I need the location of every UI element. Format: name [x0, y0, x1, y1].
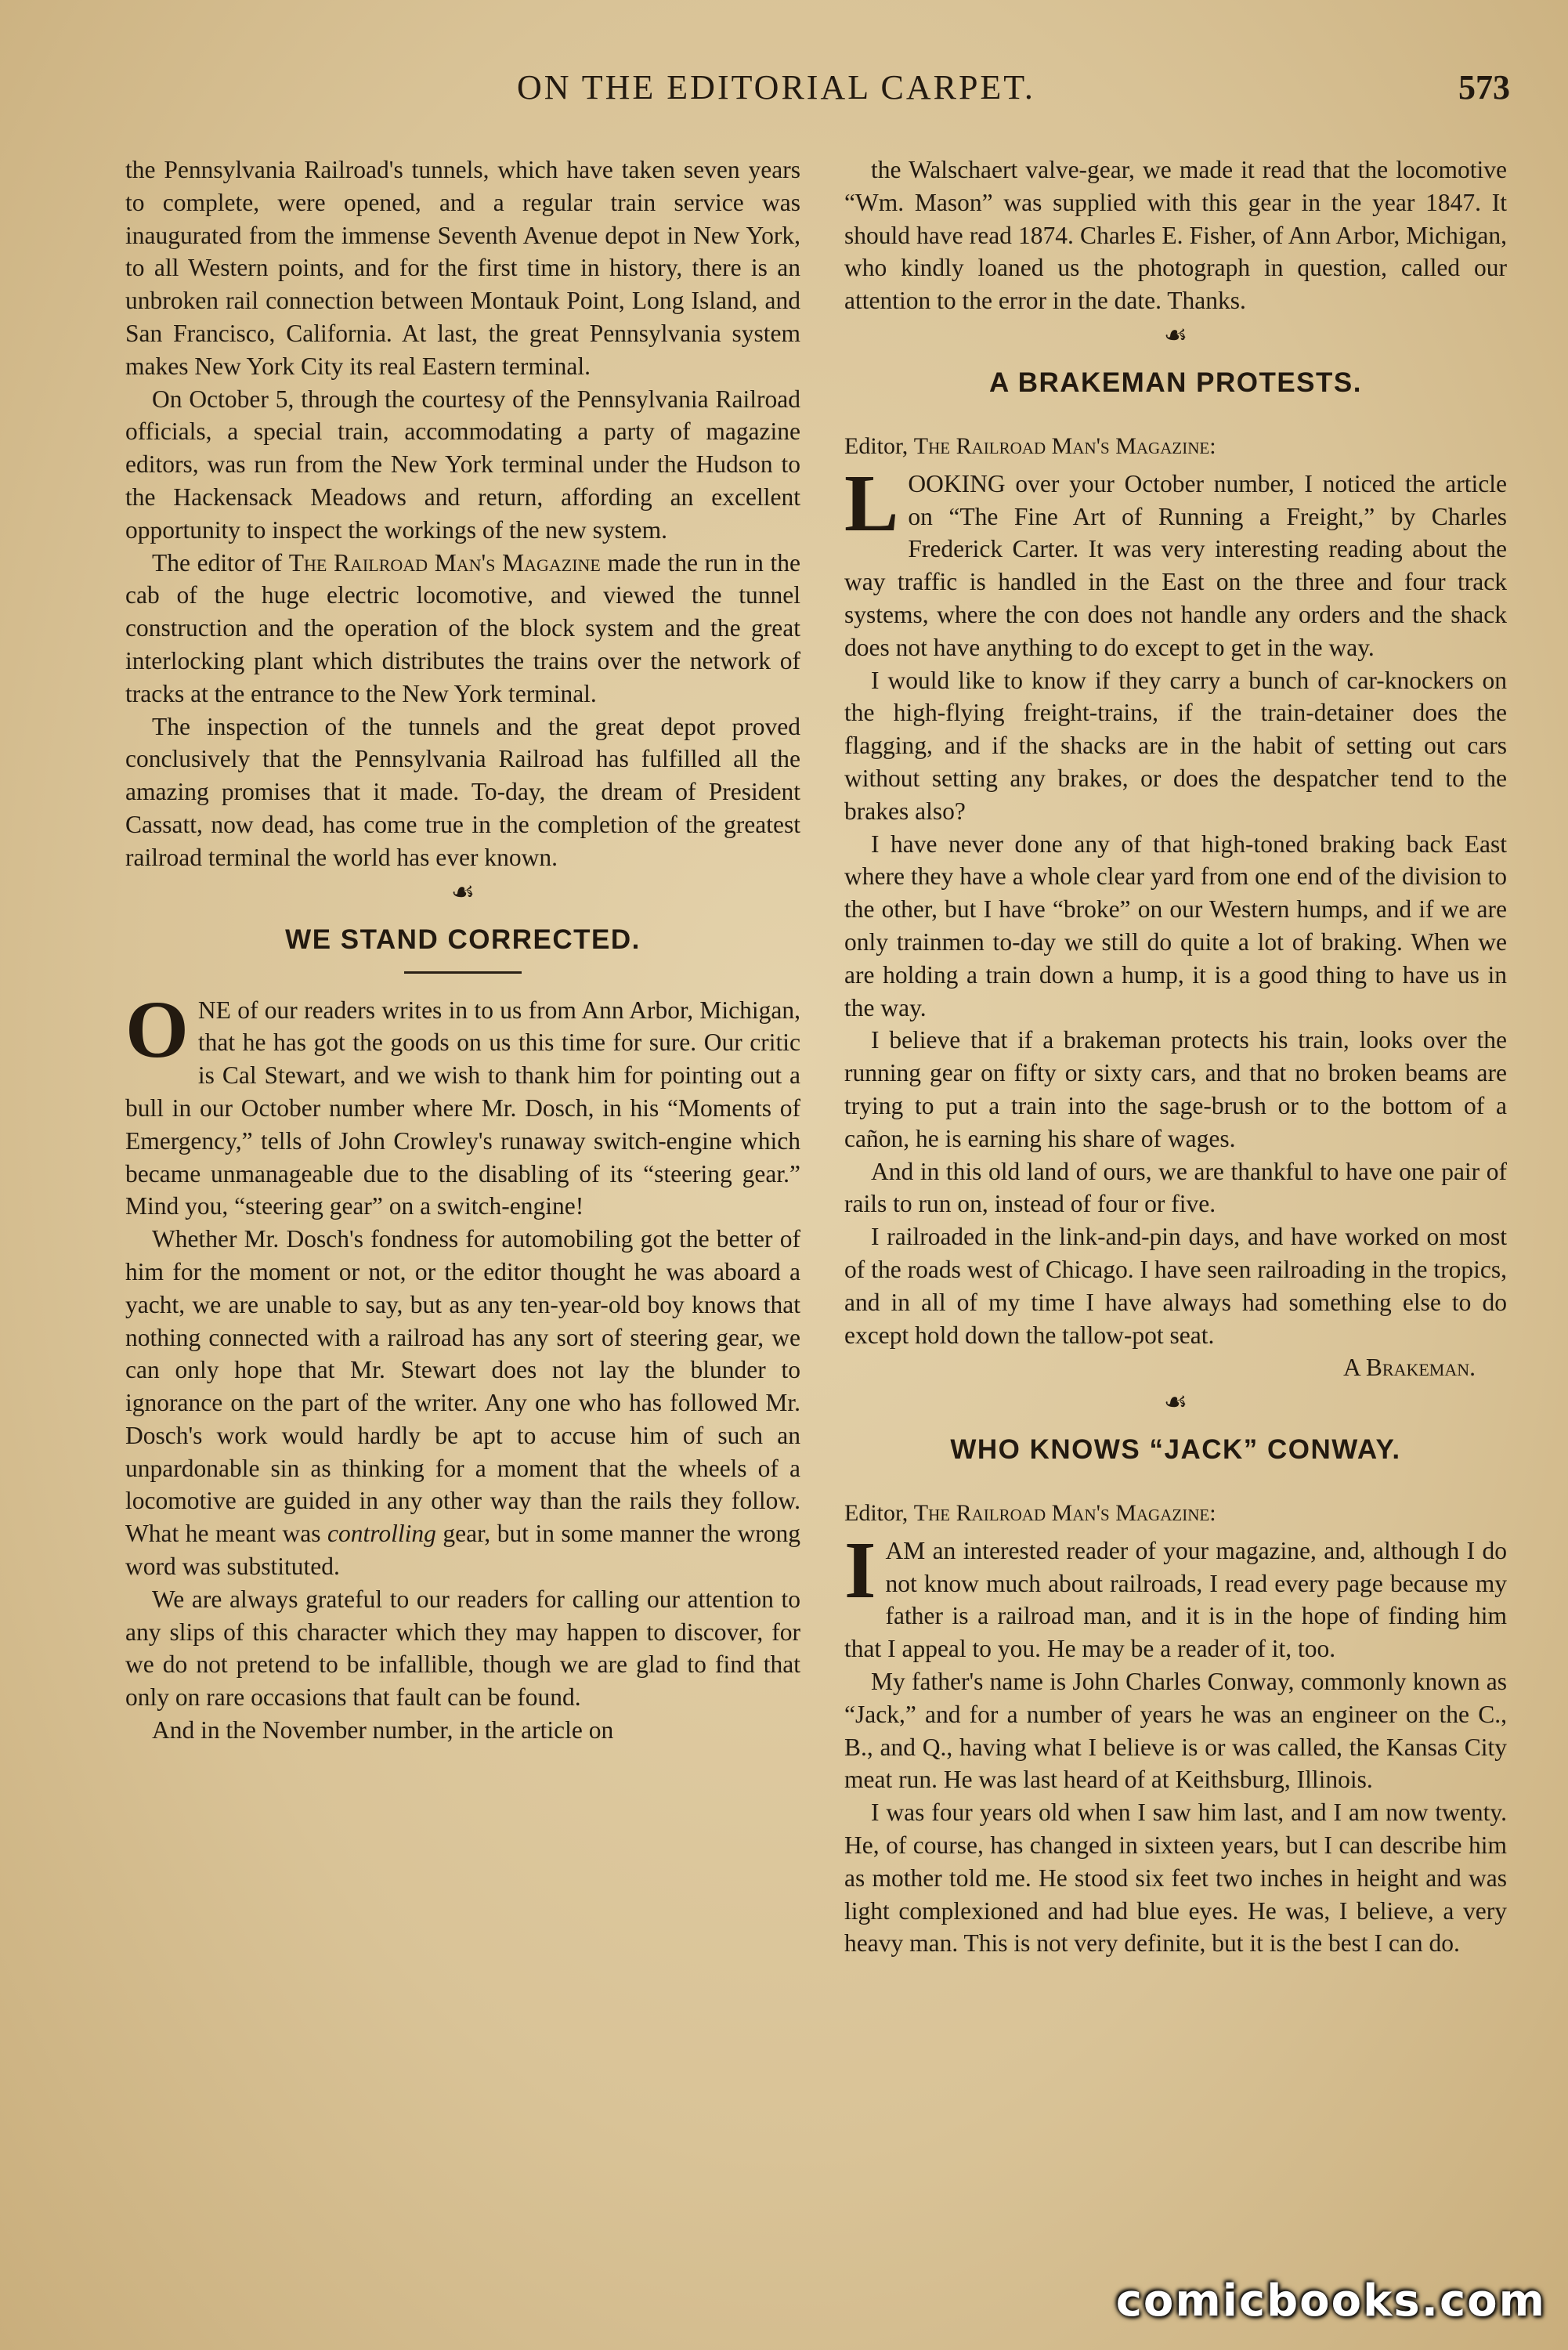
drop-cap: I: [844, 1524, 876, 1615]
left-column: [125, 154, 800, 1747]
paragraph: I would like to know if they carry a bunch of car-knockers on the high-flying freight-trains, if the train-detainer does the flagging, and if the shacks are in the habit of setting out cars without setting any brakes, or does the despatcher tend to the brakes also?: [844, 666, 1507, 825]
paragraph: IAM an interested reader of your magazine, and, although I do not know much about railroads, I read every page because my father is a railroad man, and it is in the hope of finding him that I appeal to you. He may be a reader of it, too.: [844, 1524, 1507, 1663]
drop-cap: O: [125, 984, 189, 1075]
paragraph: I was four years old when I saw him last, and I am now twenty. He, of course, has changed in sixteen years, but I can describe him as mother told me. He stood six feet two inches in height and was light complexioned and had blue eyes. He was, I believe, a very heavy man. This is not very definite, but it is the best I can do.: [844, 1799, 1507, 1958]
paragraph: On October 5, through the courtesy of the Pennsylvania Railroad officials, a special train, accommodating a party of magazine editors, was run from the New York terminal under the Hudson to the Hackensack Meadows and return, affording an excellent opportunity to inspect the workings of the new system.: [125, 385, 800, 544]
section-ornament-icon: ☙: [450, 877, 475, 907]
paragraph: And in this old land of ours, we are thankful to have one pair of rails to run on, instead of four or five.: [844, 1157, 1507, 1218]
italic-word: controlling: [327, 1520, 436, 1548]
page-number: 573: [1458, 68, 1510, 107]
running-head: ON THE EDITORIAL CARPET.: [517, 68, 1035, 107]
right-column: [844, 154, 1507, 1960]
paragraph: the Walschaert valve-gear, we made it read that the locomotive “Wm. Mason” was supplied with this gear in the year 1847. It should have read 1874. Charles E. Fisher, of Ann Arbor, Michigan, who kindly loaned us the photograph in question, called our attention to the error in the date. Thanks.: [844, 156, 1507, 315]
paragraph: I believe that if a brakeman protects his train, looks over the running gear on fifty or sixty cars, and that no broken beams are trying to put a train into the sage-brush or to the bottom of a cañon, he is earning his share of wages.: [844, 1026, 1507, 1152]
paragraph: The editor of The Railroad Man's Magazine made the run in the cab of the huge electric locomotive, and viewed the tunnel construction and the operation of the block system and the great interlocking plant which distributes the trains over the network of tracks at the entrance to the New York terminal.: [125, 548, 801, 707]
paragraph: I railroaded in the link-and-pin days, and have worked on most of the roads west of Chicago. I have seen railroading in the tropics, and in all of my time I have always had something else to do except hold down the tallow-pot seat.: [844, 1223, 1507, 1349]
section-ornament-icon: ☙: [1163, 1388, 1188, 1418]
paragraph: the Pennsylvania Railroad's tunnels, which have taken seven years to complete, were opened, and a regular train service was inaugurated from the immense Seventh Avenue depot in New York, to all Western points, and for the first time in history, there is an unbroken rail connection between Montauk Point, Long Island, and San Francisco, California. At last, the great Pennsylvania system makes New York City its real Eastern terminal.: [125, 156, 800, 380]
paragraph: I have never done any of that high-toned braking back East where they have a whole clear yard from one end of the division to the other, but I have “broke” on our Western humps, and if we are only trainmen to-day we still do quite a lot of braking. When we are holding a train down a hump, it is a good thing to have us in the way.: [844, 830, 1507, 1021]
paragraph: And in the November number, in the article on: [152, 1716, 614, 1744]
section-heading-brakeman-protests: A BRAKEMAN PROTESTS.: [989, 367, 1362, 398]
heading-rule: [404, 971, 522, 974]
section-heading-who-knows-jack-conway: WHO KNOWS “JACK” CONWAY.: [950, 1434, 1401, 1466]
paragraph: My father's name is John Charles Conway, commonly known as “Jack,” and for a number of years he was an engineer on the C., B., and Q., having what I believe is or was called, the Kansas City meat run. He was last heard of at Keithsburg, Illinois.: [844, 1668, 1507, 1794]
paragraph: The inspection of the tunnels and the great depot proved conclusively that the Pennsylvania Railroad has fulfilled all the amazing promises that it made. To-day, the dream of President Cassatt, now dead, has come true in the completion of the greatest railroad terminal the world has ever known.: [125, 712, 800, 871]
section-ornament-icon: ☙: [1163, 320, 1188, 350]
letter-address: Editor, The Railroad Man's Magazine:: [844, 432, 1216, 459]
section-heading-we-stand-corrected: WE STAND CORRECTED.: [285, 924, 641, 955]
paragraph: LOOKING over your October number, I noticed the article on “The Fine Art of Running a Freight,” by Charles Frederick Carter. It was very interesting reading about the way traffic is handled in the East on the three and four track systems, where the con does not handle any orders and the shack does not have anything to do except to get in the way.: [844, 457, 1507, 661]
watermark-logo: comicbooks.com: [1115, 2276, 1546, 2326]
paragraph: We are always grateful to our readers for calling our attention to any slips of this character which they may happen to discover, for we do not pretend to be infallible, though we are glad to find that only on rare occasions that fault can be found.: [125, 1585, 800, 1712]
paragraph: Whether Mr. Dosch's fondness for automobiling got the better of him for the moment or not, or the editor thought he was aboard a yacht, we are unable to say, but as any ten-year-old boy knows that nothing connected with a railroad has any sort of steering gear, we can only hope that Mr. Stewart does not lay the blunder to ignorance on the part of the writer. Any one who has followed Mr. Dosch's work would hardly be apt to accuse him of such an unpardonable sin as thinking for a moment that the wheels of a locomotive are guided in any other way than the rails they follow. What he meant was controlling gear, but in some manner the wrong word was substituted.: [125, 1225, 800, 1581]
drop-cap: L: [844, 457, 899, 548]
magazine-name: The Railroad Man's Magazine: [288, 548, 601, 577]
paragraph: ONE of our readers writes in to us from Ann Arbor, Michigan, that he has got the goods on us this time for sure. Our critic is Cal Stewart, and we wish to thank him for pointing out a bull in our October number where Mr. Dosch, in his “Moments of Emergency,” tells of John Crowley's runaway switch-engine which became unmanageable due to the disabling of its “steering gear.” Mind you, “steering gear” on a switch-engine!: [125, 984, 800, 1220]
letter-signature: A Brakeman.: [1343, 1354, 1476, 1382]
letter-address: Editor, The Railroad Man's Magazine:: [844, 1500, 1216, 1527]
